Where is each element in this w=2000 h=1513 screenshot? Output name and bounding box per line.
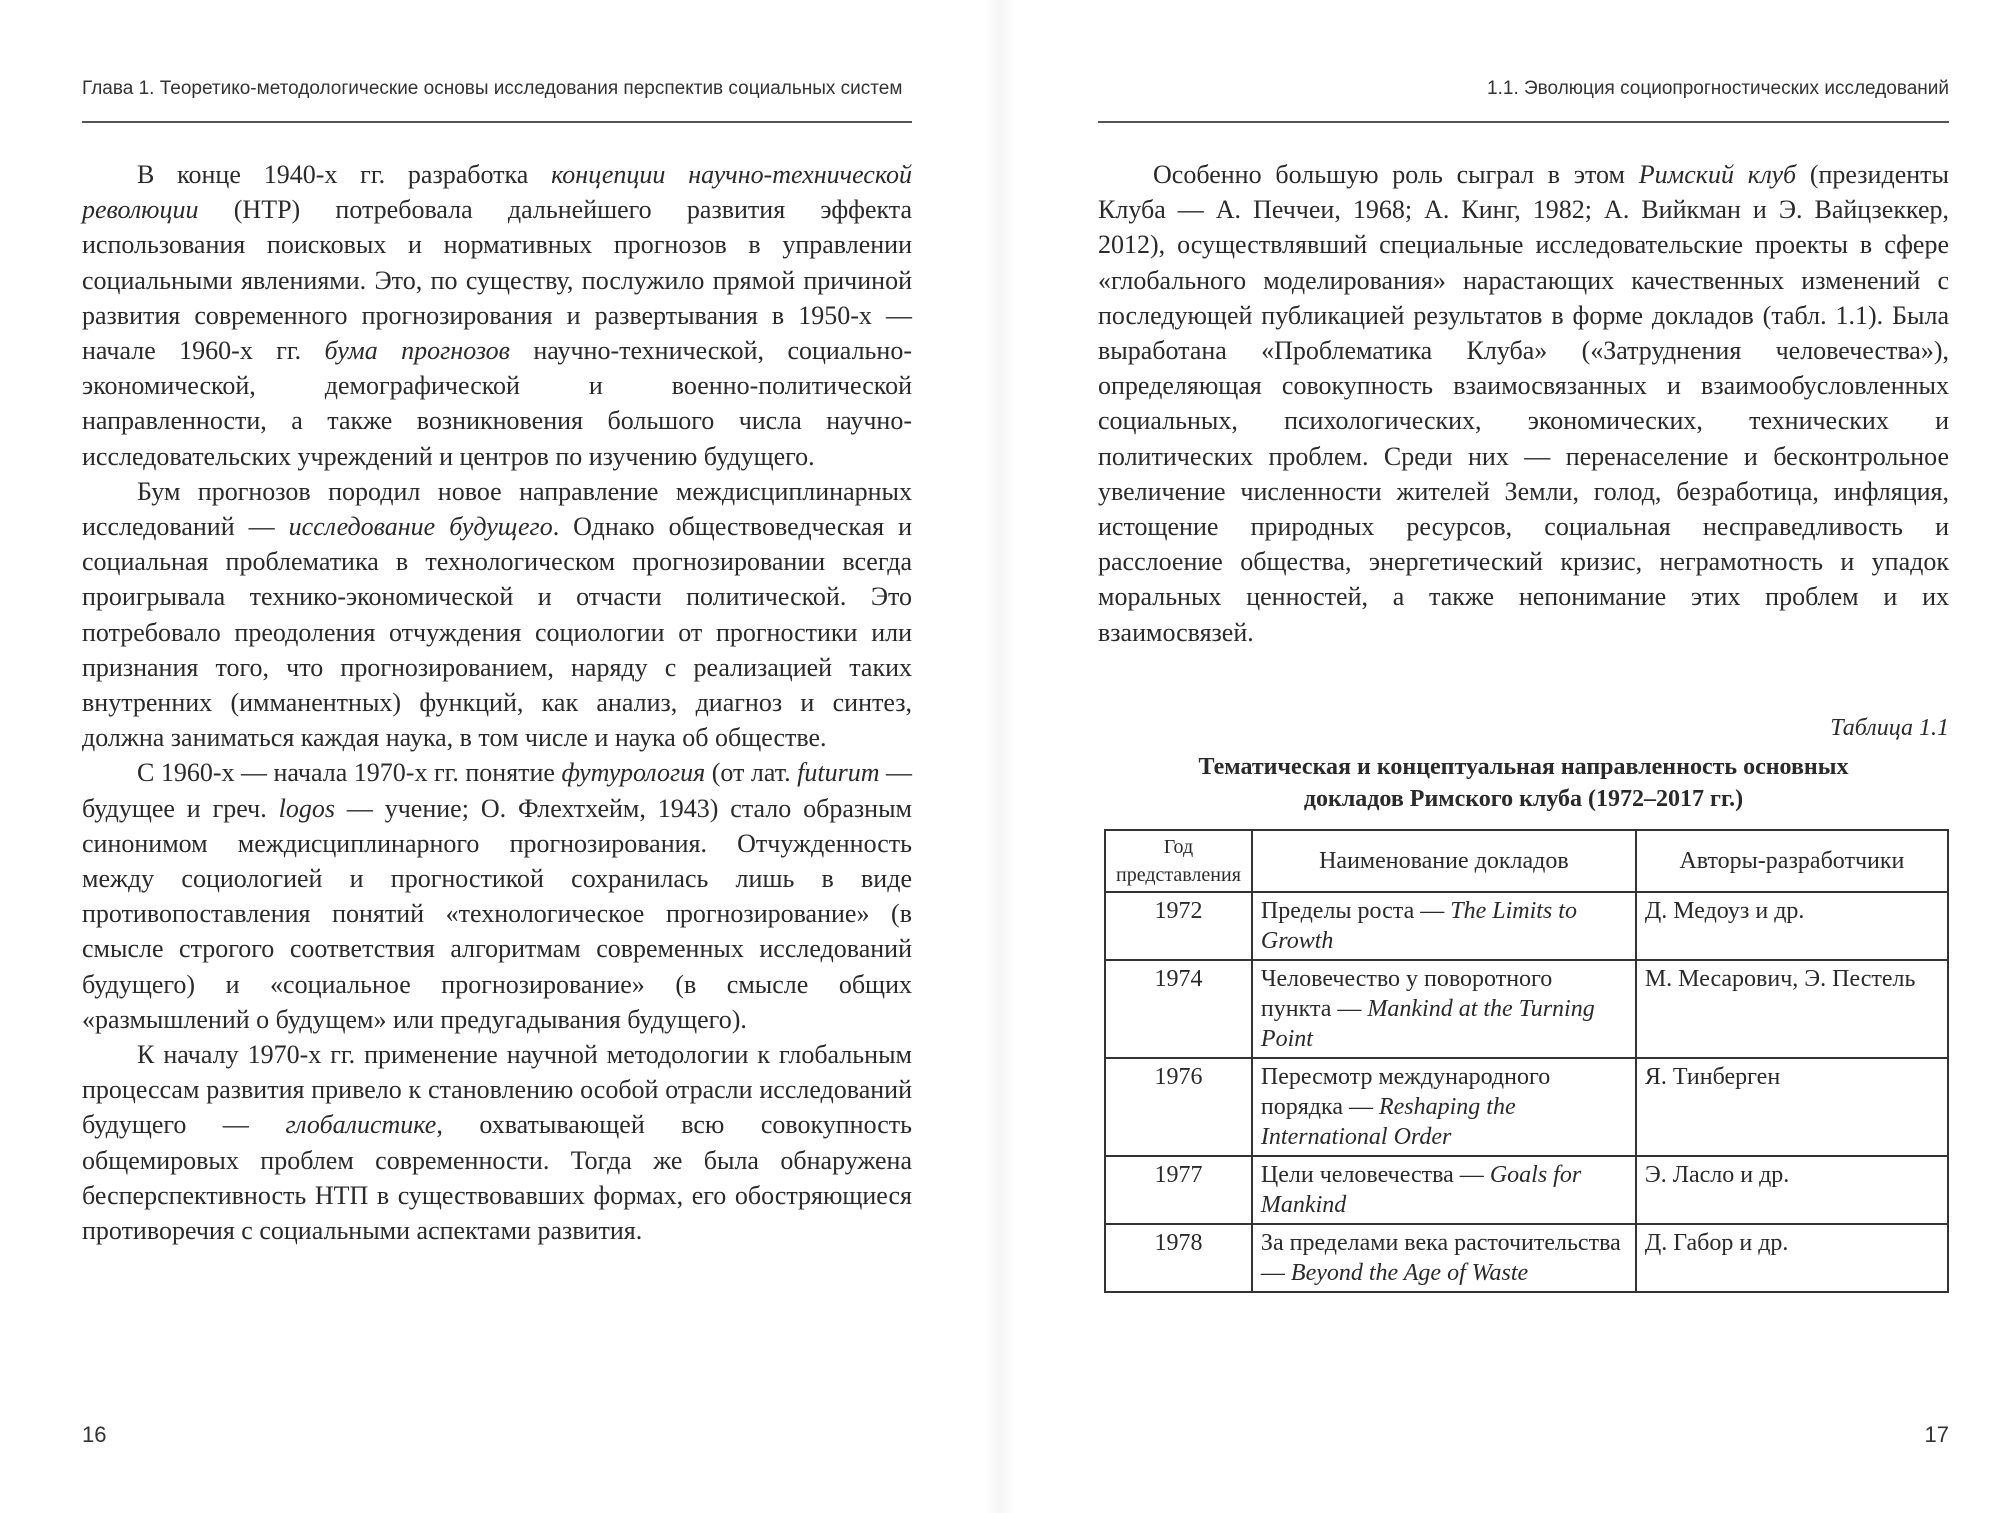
left-paragraph-4: [82, 1037, 912, 1248]
table-row: [1105, 1224, 1948, 1292]
report-name-english: Beyond the Age of Waste: [1290, 1260, 1529, 1286]
cell-year: 1976: [1105, 1058, 1252, 1156]
text-run: К началу 1970-х гг. применение научной методологии к глобальным процессам развития привело к становлению особой отрасли исследований будущего —: [82, 1040, 912, 1140]
right-paragraph-1: [1098, 157, 1949, 650]
text-run: (НТР) потребовала дальнейшего развития эффекта использования поисковых и нормативных прогнозов в управлении социальными явлениями. Это, по существу, послужило прямой причиной развития современного прогнозирования и развертывания в 1950-х — начале 1960-х гг.: [82, 195, 912, 366]
header-authors: Авторы-разработчики: [1636, 830, 1948, 892]
italic-term: futurum: [797, 758, 880, 788]
text-run: Особенно большую роль сыграл в этом: [1153, 160, 1639, 189]
table-title-line-1: Тематическая и концептуальная направленность основных: [1198, 754, 1849, 780]
text-run: Бум прогнозов породил новое направление междисциплинарных исследований —: [82, 476, 912, 542]
left-running-head: Глава 1. Теоретико-методологические основы исследования перспектив социальных систем: [82, 78, 903, 99]
italic-term: футурология: [561, 758, 706, 788]
italic-term: глобалистике: [285, 1110, 437, 1140]
cell-authors: Д. Габор и др.: [1636, 1224, 1948, 1292]
text-run: С 1960-х — начала 1970-х гг. понятие: [137, 758, 562, 788]
text-run: научно-технической, социально-экономической, демографической и военно-политической направленности, а также возникновения большого числа научно-исследовательских учреждений и центров по изучению будущего.: [82, 336, 912, 471]
cell-authors: Д. Медоуз и др.: [1636, 892, 1948, 960]
report-name-russian: Пределы роста —: [1260, 898, 1451, 924]
reports-table: [1104, 829, 1949, 1293]
right-body-text: [1098, 157, 1949, 650]
text-run: — учение; О. Флехтхейм, 1943) стало образным синонимом междисциплинарного прогнозирования. Отчужденность между социологией и прогностикой сохранилась лишь в виде противопоставления понятий «технологическое прогнозирование» (в смысле строгого соответствия алгоритмам современных исследований будущего) и «социальное прогнозирование» (в смысле общих «размышлений о будущем» или предугадывания будущего).: [82, 793, 912, 1034]
right-header-rule: [1098, 121, 1949, 123]
table-row: [1105, 1058, 1948, 1156]
right-page: [1000, 0, 2000, 1513]
cell-year: 1978: [1105, 1224, 1252, 1292]
table-title: [1098, 751, 1949, 815]
right-page-number: 17: [1924, 1422, 1949, 1447]
cell-report-name: [1252, 960, 1636, 1058]
report-name-english: Mankind at the Turning Point: [1260, 996, 1595, 1052]
cell-authors: Э. Ласло и др.: [1636, 1156, 1948, 1224]
table-row: [1105, 1156, 1948, 1224]
cell-report-name: [1252, 1058, 1636, 1156]
text-run: (от лат.: [705, 758, 798, 788]
report-name-english: The Limits to Growth: [1260, 898, 1577, 954]
header-report-name: Наименование докладов: [1252, 830, 1636, 892]
text-run: , охватывающей всю совокупность общемировых проблем современности. Тогда же была обнаружена бесперспективность НТП в существовавших формах, его обостряющиеся противоречия с социальными аспектами развития.: [82, 1110, 912, 1246]
right-running-head: 1.1. Эволюция социопрогностических исследований: [1487, 78, 1949, 99]
cell-year: 1974: [1105, 960, 1252, 1058]
cell-authors: Я. Тинберген: [1636, 1058, 1948, 1156]
italic-term: Римский клуб: [1638, 160, 1797, 189]
left-page-number: 16: [82, 1422, 107, 1447]
left-paragraph-3: [82, 755, 912, 1037]
text-run: . Однако обществоведческая и социальная проблематика в технологическом прогнозировании всегда проигрывала технико-экономической и отчасти политической. Это потребовало преодоления отчуждения социологии от прогностики или признания того, что прогнозированием, наряду с реализацией таких внутренних (имманентных) функций, как анализ, диагноз и синтез, должна заниматься каждая наука, в том числе и наука об обществе.: [82, 512, 912, 753]
left-header-rule: [82, 121, 912, 123]
cell-report-name: [1252, 1156, 1636, 1224]
report-name-russian: Цели человечества —: [1260, 1162, 1490, 1188]
report-name-english: Goals for Mankind: [1260, 1162, 1582, 1218]
table-label: Таблица 1.1: [1830, 715, 1949, 741]
cell-year: 1972: [1105, 892, 1252, 960]
left-paragraph-1: [82, 157, 912, 474]
header-year: Год представления: [1105, 830, 1252, 892]
cell-authors: М. Месарович, Э. Пестель: [1636, 960, 1948, 1058]
table-header-row: [1105, 830, 1948, 892]
cell-report-name: [1252, 892, 1636, 960]
text-run: (президенты Клуба — А. Печчеи, 1968; А. Кинг, 1982; А. Вийкман и Э. Вайцзеккер, 2012), осуществлявший специальные исследовательские проекты в сфере «глобального моделирования» нарастающих качественных изменений с последующей публикацией результатов в форме докладов (табл. 1.1). Была выработана «Проблематика Клуба» («Затруднения человечества»), определяющая совокупность взаимосвязанных и взаимообусловленных социальных, психологических, экономических, технических и политических проблем. Среди них — перенаселение и бесконтрольное увеличение численности жителей Земли, голод, безработица, инфляция, истощение природных ресурсов, социальная несправедливость и расслоение общества, энергетический кризис, неграмотность и упадок моральных ценностей, а также непонимание этих проблем и их взаимосвязей.: [1098, 160, 1949, 647]
italic-term: бума прогнозов: [324, 336, 510, 366]
cell-report-name: [1252, 1224, 1636, 1292]
left-paragraph-2: [82, 474, 912, 756]
italic-term: logos: [278, 793, 335, 823]
report-name-english: Reshaping the International Order: [1260, 1094, 1516, 1150]
table-title-line-2: докладов Римского клуба (1972–2017 гг.): [1303, 786, 1744, 812]
text-run: В конце 1940-х гг. разработка: [137, 160, 552, 189]
report-name-russian: Пересмотр международного порядка —: [1260, 1064, 1551, 1120]
table-row: [1105, 892, 1948, 960]
text-run: — будущее и греч.: [82, 758, 912, 823]
table-row: [1105, 960, 1948, 1058]
left-body-text: [82, 157, 912, 1248]
italic-term: концепции научно-технической революции: [82, 160, 912, 225]
table-body: [1105, 892, 1948, 1292]
report-name-russian: За пределами века расточительства —: [1260, 1230, 1621, 1286]
cell-year: 1977: [1105, 1156, 1252, 1224]
report-name-russian: Человечество у поворотного пункта —: [1260, 966, 1553, 1022]
italic-term: исследование будущего: [288, 512, 553, 542]
